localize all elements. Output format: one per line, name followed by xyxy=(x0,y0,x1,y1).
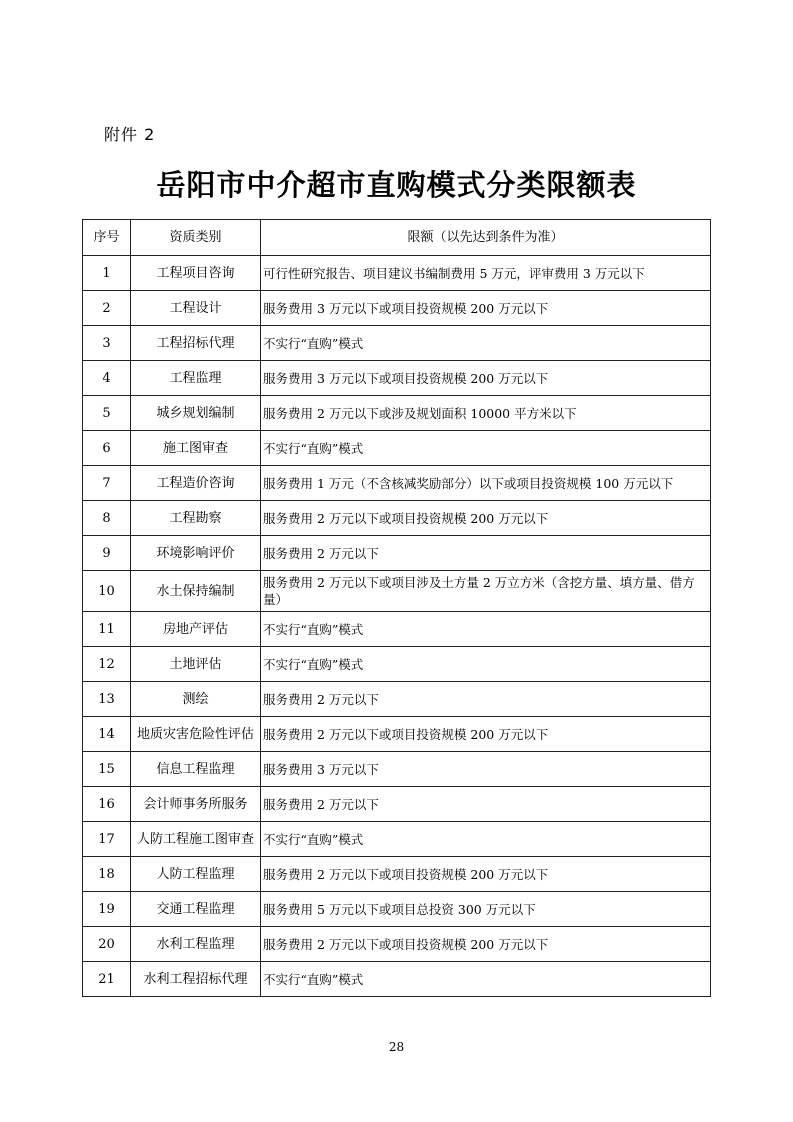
page-title: 岳阳市中介超市直购模式分类限额表 xyxy=(156,168,637,202)
row-no: 10 xyxy=(83,571,131,612)
row-category: 工程勘察 xyxy=(131,501,261,536)
row-limit: 服务费用 3 万元以下 xyxy=(261,752,711,787)
table-row xyxy=(83,361,711,396)
table-row xyxy=(83,291,711,326)
row-no: 6 xyxy=(83,431,131,466)
table-row xyxy=(83,612,711,647)
row-limit: 服务费用 2 万元以下或涉及规划面积 10000 平方米以下 xyxy=(261,396,711,431)
row-category: 交通工程监理 xyxy=(131,892,261,927)
row-limit: 服务费用 1 万元（不含核减奖励部分）以下或项目投资规模 100 万元以下 xyxy=(261,466,711,501)
row-limit: 服务费用 2 万元以下或项目涉及土方量 2 万立方米（含挖方量、填方量、借方量） xyxy=(261,571,711,612)
row-category: 会计师事务所服务 xyxy=(131,787,261,822)
row-category: 工程造价咨询 xyxy=(131,466,261,501)
row-limit: 服务费用 2 万元以下 xyxy=(261,682,711,717)
row-no: 14 xyxy=(83,717,131,752)
table-row xyxy=(83,682,711,717)
row-limit: 服务费用 5 万元以下或项目总投资 300 万元以下 xyxy=(261,892,711,927)
row-limit: 服务费用 2 万元以下 xyxy=(261,787,711,822)
table-row xyxy=(83,822,711,857)
row-no: 2 xyxy=(83,291,131,326)
row-limit: 不实行“直购”模式 xyxy=(261,612,711,647)
row-category: 地质灾害危险性评估 xyxy=(131,717,261,752)
table-row xyxy=(83,857,711,892)
row-no: 15 xyxy=(83,752,131,787)
row-limit: 不实行“直购”模式 xyxy=(261,962,711,997)
row-limit: 不实行“直购”模式 xyxy=(261,326,711,361)
table-row xyxy=(83,571,711,612)
row-limit: 服务费用 3 万元以下或项目投资规模 200 万元以下 xyxy=(261,361,711,396)
row-no: 3 xyxy=(83,326,131,361)
row-category: 信息工程监理 xyxy=(131,752,261,787)
row-category: 测绘 xyxy=(131,682,261,717)
row-limit: 服务费用 2 万元以下 xyxy=(261,536,711,571)
row-category: 工程设计 xyxy=(131,291,261,326)
attachment-label: 附件 2 xyxy=(104,125,156,144)
table-row xyxy=(83,787,711,822)
row-no: 20 xyxy=(83,927,131,962)
row-category: 水土保持编制 xyxy=(131,571,261,612)
row-limit: 不实行“直购”模式 xyxy=(261,431,711,466)
row-no: 8 xyxy=(83,501,131,536)
row-category: 房地产评估 xyxy=(131,612,261,647)
row-no: 1 xyxy=(83,256,131,291)
row-category: 工程监理 xyxy=(131,361,261,396)
row-limit: 不实行“直购”模式 xyxy=(261,822,711,857)
row-category: 水利工程招标代理 xyxy=(131,962,261,997)
table-row xyxy=(83,501,711,536)
table-row xyxy=(83,752,711,787)
row-category: 人防工程施工图审查 xyxy=(131,822,261,857)
row-no: 13 xyxy=(83,682,131,717)
row-category: 人防工程监理 xyxy=(131,857,261,892)
row-no: 9 xyxy=(83,536,131,571)
header-no: 序号 xyxy=(83,220,131,256)
row-no: 12 xyxy=(83,647,131,682)
row-limit: 服务费用 2 万元以下或项目投资规模 200 万元以下 xyxy=(261,857,711,892)
row-category: 土地评估 xyxy=(131,647,261,682)
row-no: 21 xyxy=(83,962,131,997)
row-limit: 服务费用 3 万元以下或项目投资规模 200 万元以下 xyxy=(261,291,711,326)
table-row xyxy=(83,717,711,752)
table-row xyxy=(83,962,711,997)
page-number: 28 xyxy=(388,1040,405,1054)
table-row xyxy=(83,892,711,927)
row-category: 环境影响评价 xyxy=(131,536,261,571)
row-category: 工程项目咨询 xyxy=(131,256,261,291)
table-row xyxy=(83,536,711,571)
table-row xyxy=(83,466,711,501)
table-header-row xyxy=(83,220,711,256)
row-no: 19 xyxy=(83,892,131,927)
limits-table xyxy=(82,219,711,997)
table-row xyxy=(83,431,711,466)
row-limit: 服务费用 2 万元以下或项目投资规模 200 万元以下 xyxy=(261,501,711,536)
row-no: 7 xyxy=(83,466,131,501)
row-no: 17 xyxy=(83,822,131,857)
header-category: 资质类别 xyxy=(131,220,261,256)
table-row xyxy=(83,256,711,291)
row-category: 水利工程监理 xyxy=(131,927,261,962)
row-category: 城乡规划编制 xyxy=(131,396,261,431)
table-row xyxy=(83,396,711,431)
row-no: 11 xyxy=(83,612,131,647)
row-limit: 不实行“直购”模式 xyxy=(261,647,711,682)
table-row xyxy=(83,326,711,361)
row-category: 施工图审查 xyxy=(131,431,261,466)
row-limit: 服务费用 2 万元以下或项目投资规模 200 万元以下 xyxy=(261,927,711,962)
row-limit: 服务费用 2 万元以下或项目投资规模 200 万元以下 xyxy=(261,717,711,752)
row-no: 16 xyxy=(83,787,131,822)
row-limit: 可行性研究报告、项目建议书编制费用 5 万元，评审费用 3 万元以下 xyxy=(261,256,711,291)
header-limit: 限额（以先达到条件为准） xyxy=(261,220,711,256)
row-category: 工程招标代理 xyxy=(131,326,261,361)
table-row xyxy=(83,927,711,962)
row-no: 18 xyxy=(83,857,131,892)
row-no: 5 xyxy=(83,396,131,431)
row-no: 4 xyxy=(83,361,131,396)
table-row xyxy=(83,647,711,682)
